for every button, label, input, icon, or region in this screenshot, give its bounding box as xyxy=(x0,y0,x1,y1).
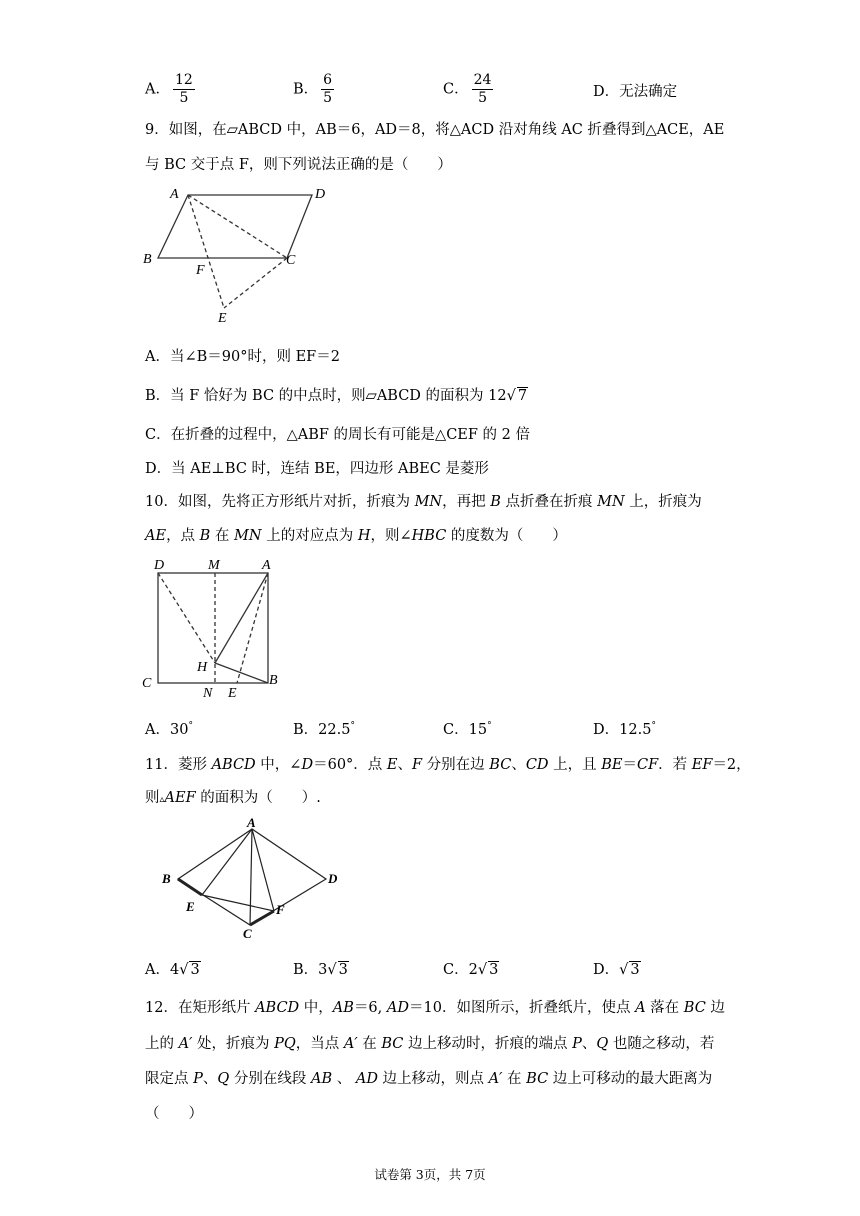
q12-stem-line2: 上的 A′ 处，折痕为 PQ，当点 A′ 在 BC 边上移动时，折痕的端点 P、Q 也随之移动，若 xyxy=(145,1036,715,1052)
square-abcd xyxy=(158,573,268,683)
q11-option-d: D．√ 3 xyxy=(593,962,640,978)
parallelogram-abcd xyxy=(158,195,312,258)
crease-ae xyxy=(237,573,268,683)
segment-hb xyxy=(215,663,268,683)
label-e: E xyxy=(228,686,237,701)
q10-stem-line2: AE，点 B 在 MN 上的对应点为 H，则∠HBC 的度数为（ ） xyxy=(145,528,567,544)
label-c: C xyxy=(243,926,252,941)
q9-stem-line1: 9．如图，在▱ABCD 中，AB＝6，AD＝8，将△ACD 沿对角线 AC 折叠得到△ACE，AE xyxy=(145,122,725,138)
q10-option-a: A．30° xyxy=(145,721,193,738)
q9-option-c: C．在折叠的过程中，△ABF 的周长有可能是△CEF 的 2 倍 xyxy=(145,427,530,443)
q9-figure xyxy=(140,180,340,330)
q11-stem-line2: 则▵AEF 的面积为（ ）. xyxy=(145,790,321,806)
fraction: $\frac{6}{5}$ xyxy=(323,72,333,106)
q11-option-c: C．2√ 3 xyxy=(443,962,499,978)
q10-stem-line1: 10．如图，先将正方形纸片对折，折痕为 MN，再把 B 点折叠在折痕 MN 上，折痕为 xyxy=(145,494,702,510)
label-a: A xyxy=(262,558,271,573)
label-c: C xyxy=(286,253,296,268)
q9-option-d: D．当 AE⊥BC 时，连结 BE，四边形 ABEC 是菱形 xyxy=(145,461,489,477)
segment-ae xyxy=(202,829,252,895)
sqrt: √ 3 xyxy=(327,962,348,978)
label-e: E xyxy=(186,899,195,914)
q10-option-d: D．12.5° xyxy=(593,721,656,738)
segment-ce xyxy=(224,258,287,308)
segment-ac xyxy=(250,829,252,925)
label-d: D xyxy=(315,187,326,202)
segment-ae xyxy=(188,195,224,308)
q9-stem-line2: 与 BC 交于点 F，则下列说法正确的是（ ） xyxy=(145,157,452,173)
label-f: F xyxy=(276,902,285,917)
diagonal-ac xyxy=(188,195,287,258)
label-d: D xyxy=(154,558,165,573)
label-h: H xyxy=(197,660,208,675)
label-a: A xyxy=(170,187,179,202)
label-c: C xyxy=(142,676,152,691)
segment-ef xyxy=(202,895,274,911)
label-d: D xyxy=(328,871,338,886)
sqrt: √ 3 xyxy=(619,962,640,978)
q12-answer-blank: （ ） xyxy=(145,1106,203,1122)
q8-option-c: C． $\frac{24}{5}$ xyxy=(443,72,492,106)
label-m: M xyxy=(208,558,220,573)
segment-dh xyxy=(158,573,215,663)
page-footer: 试卷第 3页，共 7页 xyxy=(374,1167,486,1182)
sqrt: √ 3 xyxy=(477,962,499,978)
q9-option-a: A．当∠B＝90°时，则 EF＝2 xyxy=(145,349,340,365)
q11-figure xyxy=(150,815,360,943)
q12-stem-line3: 限定点 P、Q 分别在线段 AB 、 AD 边上移动，则点 A′ 在 BC 边上可移动的最大距离为 xyxy=(145,1071,713,1087)
label-f: F xyxy=(196,263,205,278)
q8-option-a: A． $\frac{12}{5}$ xyxy=(145,72,193,106)
q10-figure xyxy=(140,553,290,703)
segment-ah xyxy=(215,573,268,663)
q8-option-b: B． $\frac{6}{5}$ xyxy=(293,72,333,106)
label-b: B xyxy=(162,871,171,886)
q11-stem-line1: 11．菱形 ABCD 中，∠D＝60°．点 E、F 分别在边 BC、CD 上，且 BE＝CF．若 EF＝2， xyxy=(145,757,751,773)
fraction: $\frac{24}{5}$ xyxy=(473,72,492,106)
q10-option-b: B．22.5° xyxy=(293,721,355,738)
q9-option-b: B．当 F 恰好为 BC 的中点时，则▱ABCD 的面积为 12√ 7 xyxy=(145,388,528,404)
q12-stem-line1: 12．在矩形纸片 ABCD 中，AB＝6, AD＝10．如图所示，折叠纸片，使点 A 落在 BC 边 xyxy=(145,1000,725,1016)
label-a: A xyxy=(247,815,256,830)
fraction: $\frac{12}{5}$ xyxy=(174,72,193,106)
label-n: N xyxy=(203,686,213,701)
label-e: E xyxy=(218,311,227,326)
q11-option-a: A．4√ 3 xyxy=(145,962,200,978)
label-b: B xyxy=(143,252,152,267)
segment-be xyxy=(178,879,202,895)
segment-cf xyxy=(250,911,274,925)
q8-option-d: D．无法确定 xyxy=(593,84,678,100)
q11-option-b: B．3√ 3 xyxy=(293,962,348,978)
sqrt: √ 3 xyxy=(179,962,200,978)
q10-option-c: C．15° xyxy=(443,721,492,738)
sqrt: √ 7 xyxy=(506,388,528,404)
label-b: B xyxy=(269,673,278,688)
